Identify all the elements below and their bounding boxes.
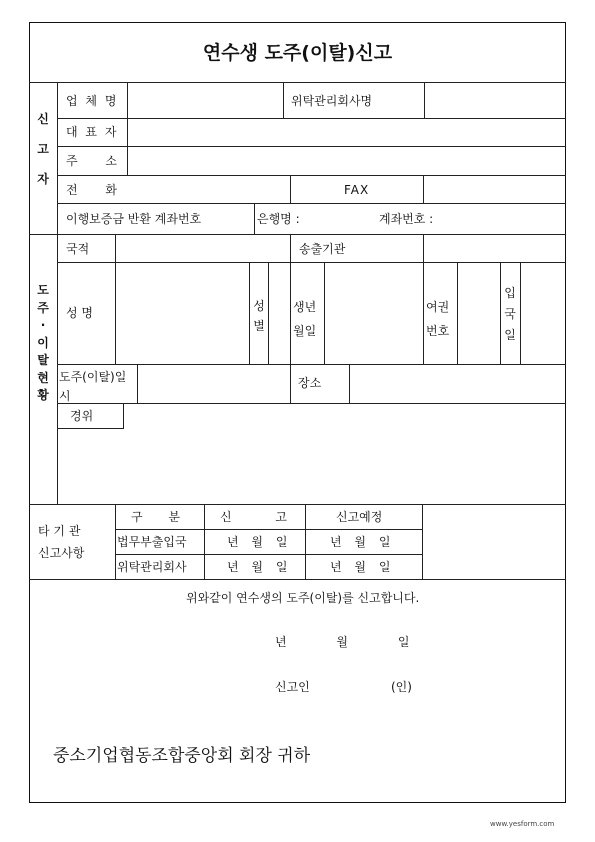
vline-gender-left bbox=[249, 262, 250, 365]
entry-date-label: 입국일 bbox=[504, 286, 516, 342]
name-label: 성 명 bbox=[66, 306, 93, 320]
addressee: 중소기업협동조합중앙회 회장 귀하 bbox=[53, 746, 311, 766]
other-agency-label-2: 신고사항 bbox=[38, 546, 85, 560]
birth-date-label: 생년월일 bbox=[293, 300, 317, 338]
vline-fax-right bbox=[423, 175, 424, 204]
line-agency-head bbox=[115, 529, 422, 530]
vline-agency-report bbox=[305, 504, 306, 580]
vline-agency-cat bbox=[204, 504, 205, 580]
line-reporter-bottom bbox=[29, 234, 566, 235]
vline-section-label bbox=[57, 82, 58, 505]
col-category: 구 분 bbox=[131, 510, 180, 524]
border-right bbox=[565, 22, 566, 803]
vline-company bbox=[127, 82, 128, 175]
company-name-label: 업 체 명 bbox=[66, 94, 119, 108]
col-planned: 신고예정 bbox=[336, 510, 383, 524]
date-entrusted-report: 년 월 일 bbox=[227, 560, 288, 574]
deposit-account-label: 이행보증금 반환 계좌번호 bbox=[66, 212, 202, 226]
line-nat-bottom bbox=[57, 262, 566, 263]
entrusted-company-label: 위탁관리회사명 bbox=[291, 94, 373, 108]
gender-label: 성별 bbox=[253, 299, 265, 333]
vline-circ-label bbox=[123, 403, 124, 429]
line-r2 bbox=[57, 146, 566, 147]
date-immigration-planned: 년 월 일 bbox=[330, 535, 391, 549]
line-r4 bbox=[57, 203, 566, 204]
reporter-section-label: 신고자 bbox=[37, 112, 49, 186]
vline-entry-left bbox=[500, 262, 501, 365]
vline-agency-right bbox=[422, 504, 423, 580]
runaway-date-label: 도주(이탈)일시 bbox=[59, 370, 127, 403]
vline-nat bbox=[115, 234, 116, 365]
vline-place-right bbox=[349, 364, 350, 404]
watermark: www.yesform.com bbox=[490, 820, 555, 828]
representative-label: 대 표 자 bbox=[66, 125, 119, 139]
nationality-label: 국적 bbox=[66, 242, 90, 256]
sending-agency-label: 송출기관 bbox=[299, 242, 346, 256]
vline-agency-label bbox=[115, 504, 116, 580]
seal-mark: (인) bbox=[391, 680, 412, 694]
row-immigration: 법무부출입국 bbox=[117, 535, 187, 549]
date-immigration-report: 년 월 일 bbox=[227, 535, 288, 549]
vline-entrusted-left bbox=[283, 82, 284, 119]
vline-birth bbox=[324, 262, 325, 365]
border-left bbox=[29, 22, 30, 803]
signature-date: 년 월 일 bbox=[275, 635, 410, 649]
declaration-text: 위와같이 연수생의 도주(이탈)를 신고합니다. bbox=[186, 591, 420, 605]
vline-entry-right bbox=[520, 262, 521, 365]
vline-place-left bbox=[290, 364, 291, 404]
bank-name-label: 은행명 : bbox=[257, 212, 300, 226]
vline-sending-right bbox=[423, 234, 424, 365]
date-entrusted-planned: 년 월 일 bbox=[330, 560, 391, 574]
line-agency-r1 bbox=[115, 554, 422, 555]
runaway-section-label: 도주·이탈현황 bbox=[37, 283, 49, 402]
reporter-sign-label: 신고인 bbox=[275, 680, 310, 694]
vline-entrusted-right bbox=[424, 82, 425, 119]
line-section2-bottom bbox=[29, 504, 566, 505]
line-name-bottom bbox=[57, 364, 566, 365]
circumstances-label: 경위 bbox=[70, 409, 94, 423]
passport-label: 여권번호 bbox=[426, 300, 450, 338]
col-report: 신 고 bbox=[220, 510, 287, 524]
vline-phone-mid bbox=[290, 175, 291, 204]
vline-bank bbox=[254, 203, 255, 235]
account-number-label: 계좌번호 : bbox=[379, 212, 434, 226]
line-title-bottom bbox=[29, 82, 566, 83]
place-label: 장소 bbox=[298, 376, 322, 390]
phone-label: 전 화 bbox=[66, 183, 117, 197]
vline-passport bbox=[457, 262, 458, 365]
line-agency-bottom bbox=[29, 579, 566, 580]
row-entrusted: 위탁관리회사 bbox=[117, 560, 187, 574]
vline-gender-right bbox=[290, 262, 291, 365]
line-r3 bbox=[57, 175, 566, 176]
vline-sending-left bbox=[290, 234, 291, 263]
vline-gender-mid bbox=[268, 262, 269, 365]
page-title: 연수생 도주(이탈)신고 bbox=[202, 42, 393, 64]
line-circ-label-bottom bbox=[57, 428, 124, 429]
vline-runaway bbox=[137, 364, 138, 404]
address-label: 주 소 bbox=[66, 154, 117, 168]
other-agency-label-1: 타 기 관 bbox=[38, 524, 81, 538]
border-bottom bbox=[29, 802, 566, 803]
line-r1 bbox=[57, 118, 566, 119]
fax-label: FAX bbox=[344, 183, 370, 197]
border-top bbox=[29, 22, 566, 23]
